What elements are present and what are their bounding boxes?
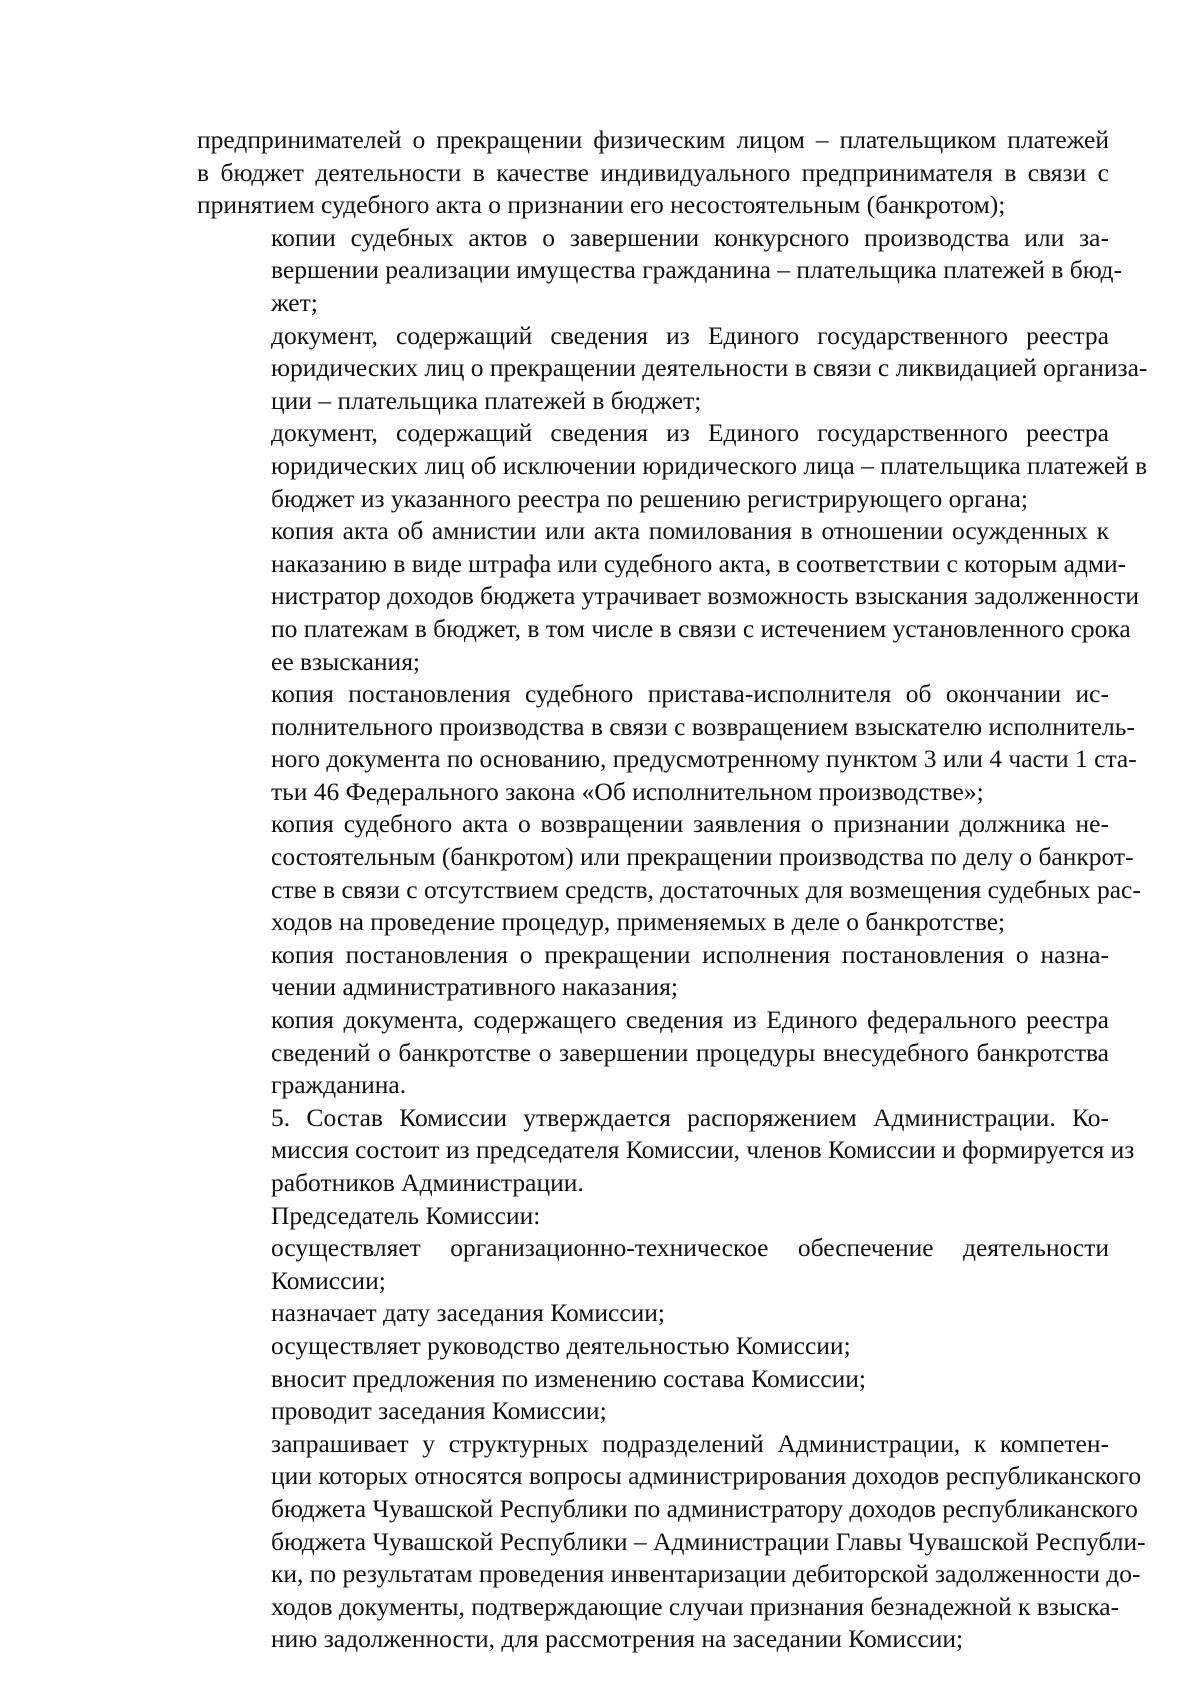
text-line: чении административного наказания;: [271, 972, 678, 1002]
text-line: вершении реализации имущества гражданина – плательщика платежей в бюд-: [271, 255, 1122, 285]
document-paragraph: [197, 1200, 1109, 1233]
text-line: наказанию в виде штрафа или судебного акта, в соответствии с которым адми-: [271, 548, 1127, 578]
document-paragraph: [197, 808, 1141, 938]
text-line: ходов на проведение процедур, применяемых в деле о банкротстве;: [271, 907, 1006, 937]
text-line: ки, по результатам проведения инвентаризации дебиторской задолженности до-: [271, 1559, 1141, 1589]
text-line: жет;: [271, 287, 318, 317]
text-line: предпринимателей о прекращении физическим лицом – плательщиком платежей: [197, 125, 1109, 154]
text-line: миссия состоит из председателя Комиссии, членов Комиссии и формируется из: [271, 1135, 1135, 1165]
document-paragraph: [197, 1395, 1109, 1428]
text-line: бюджета Чувашской Республики – Администрации Главы Чувашской Республи-: [271, 1526, 1146, 1556]
text-line: в бюджет деятельности в качестве индивидуального предпринимателя в связи с: [197, 157, 1109, 187]
document-paragraph: [197, 1363, 1109, 1396]
document-paragraph: [197, 222, 1122, 320]
text-line: ции – плательщика платежей в бюджет;: [271, 385, 702, 415]
document-paragraph: [197, 939, 1109, 1004]
text-line: состоятельным (банкротом) или прекращении производства по делу о банкрот-: [271, 842, 1134, 872]
text-line: тьи 46 Федерального закона «Об исполнительном производстве»;: [271, 776, 984, 806]
document-paragraph: [197, 1004, 1109, 1102]
text-line: по платежам в бюджет, в том числе в связи с истечением установленного срока: [271, 613, 1131, 643]
text-line: гражданина.: [271, 1070, 407, 1100]
document-paragraph: [197, 1232, 1109, 1297]
text-line: юридических лиц об исключении юридического лица – плательщика платежей в: [271, 450, 1148, 480]
text-line: принятием судебного акта о признании его несостоятельным (банкротом);: [197, 190, 1006, 220]
document-paragraph: [197, 1330, 1109, 1363]
text-line: копия постановления судебного пристава-исполнителя об окончании ис-: [271, 679, 1109, 709]
text-line: проводит заседания Комиссии;: [271, 1396, 607, 1426]
text-line: осуществляет руководство деятельностью Комиссии;: [271, 1330, 851, 1360]
text-line: 5. Состав Комиссии утверждается распоряжением Администрации. Ко-: [271, 1102, 1109, 1132]
text-line: документ, содержащий сведения из Единого государственного реестра: [271, 320, 1109, 350]
text-line: копии судебных актов о завершении конкурсного производства или за-: [271, 222, 1109, 252]
text-line: ходов документы, подтверждающие случаи признания безнадежной к взыска-: [271, 1591, 1120, 1621]
text-line: осуществляет организационно-техническое обеспечение деятельности: [271, 1233, 1109, 1263]
text-line: полнительного производства в связи с возвращением взыскателю исполнитель-: [271, 711, 1135, 741]
text-line: ции которых относятся вопросы администрирования доходов республиканского: [271, 1461, 1142, 1491]
text-line: нистратор доходов бюджета утрачивает возможность взыскания задолженности: [271, 581, 1140, 611]
text-line: назначает дату заседания Комиссии;: [271, 1298, 666, 1328]
text-line: документ, содержащий сведения из Единого государственного реестра: [271, 418, 1109, 448]
text-line: сведений о банкротстве о завершении процедуры внесудебного банкротства: [271, 1037, 1109, 1067]
document-paragraph: [197, 1102, 1135, 1200]
text-line: работников Администрации.: [271, 1168, 584, 1197]
document-paragraph: [197, 417, 1148, 515]
text-line: стве в связи с отсутствием средств, достаточных для возмещения судебных рас-: [271, 874, 1141, 904]
text-line: запрашивает у структурных подразделений Администрации, к компетен-: [271, 1428, 1109, 1458]
document-paragraph: [197, 515, 1140, 678]
text-line: юридических лиц о прекращении деятельности в связи с ликвидацией организа-: [271, 353, 1148, 383]
document-paragraph: [197, 678, 1137, 808]
text-line: вносит предложения по изменению состава Комиссии;: [271, 1363, 867, 1393]
document-paragraph: [197, 1297, 1109, 1330]
text-line: копия акта об амнистии или акта помилования в отношении осужденных к: [271, 516, 1109, 546]
text-line: копия судебного акта о возвращении заявления о признании должника не-: [271, 809, 1109, 839]
text-line: копия документа, содержащего сведения из Единого федерального реестра: [271, 1005, 1109, 1035]
document-paragraph: [197, 320, 1148, 418]
text-line: нию задолженности, для рассмотрения на заседании Комиссии;: [271, 1624, 964, 1654]
text-line: Комиссии;: [271, 1265, 386, 1295]
text-line: Председатель Комиссии:: [271, 1200, 541, 1230]
text-line: копия постановления о прекращении исполнения постановления о назна-: [271, 939, 1109, 969]
text-line: бюджета Чувашской Республики по администратору доходов республиканского: [271, 1493, 1138, 1523]
document-page: [197, 124, 1148, 1656]
text-line: ного документа по основанию, предусмотренному пунктом 3 или 4 части 1 ста-: [271, 744, 1137, 774]
document-paragraph: [197, 1428, 1146, 1656]
text-line: бюджет из указанного реестра по решению регистрирующего органа;: [271, 483, 1028, 513]
text-line: ее взыскания;: [271, 646, 421, 676]
document-paragraph: [197, 124, 1109, 222]
